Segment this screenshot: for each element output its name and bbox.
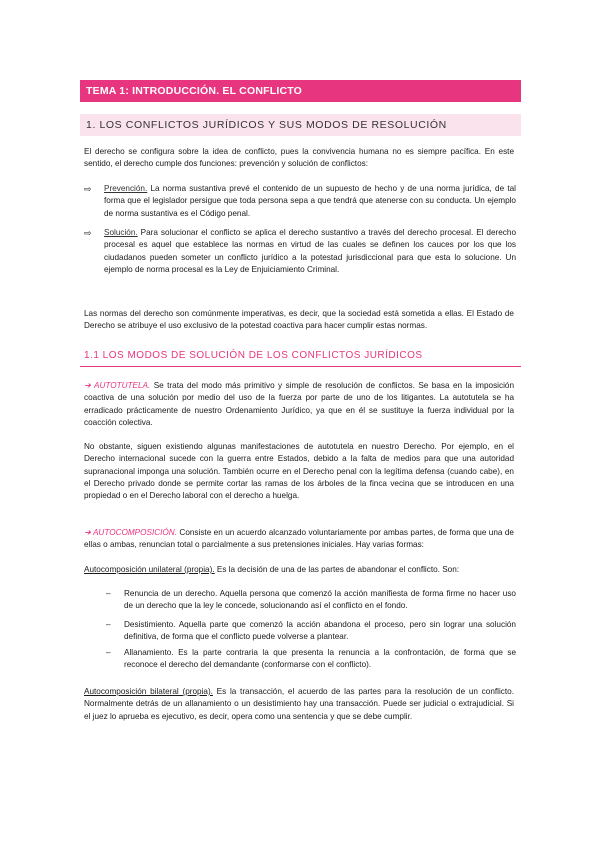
bullet-text: La norma sustantiva prevé el contenido de un supuesto de hecho y de una norma jurídica, de tal forma que el legislador persigue que toda persona sepa a que tendrá que atenerse con su conducta. Un ejemplo de norma sustantiva es el Código penal.	[104, 184, 516, 218]
bullet-prevencion	[84, 183, 516, 220]
bilateral-paragraph	[84, 686, 514, 723]
double-arrow-icon: ⇨	[84, 184, 92, 194]
unilateral-label: Autocomposición unilateral (propia).	[84, 565, 215, 574]
bullet-solucion	[84, 227, 516, 276]
bullet-text: Para solucionar el conflicto se aplica el derecho sustantivo a través del derecho procesal. El derecho procesal es aquel que establece las normas en virtud de las cuales se definen los cauces por los que los ciudadanos pueden someter un conflicto jurídico a la potestad jurisdiccional para que esta lo solucione. Un ejemplo de norma procesal es la Ley de Enjuiciamiento Criminal.	[104, 228, 516, 274]
autocomposicion-paragraph	[84, 527, 514, 552]
unilateral-paragraph	[84, 564, 514, 576]
section1-title: 1. LOS CONFLICTOS JURÍDICOS Y SUS MODOS DE RESOLUCIÓN	[80, 114, 521, 136]
bilateral-text: Es la transacción, el acuerdo de las partes para la resolución de un conflicto. Normalmente detrás de un allanamiento o un desistimiento hay una transacción. Puede ser judicial o extrajudicial. Si el juez lo aprueba es ejecutivo, es decir, opera como una sentencia y que se debe cumplir.	[84, 687, 514, 721]
dash-item-renuncia	[106, 588, 516, 613]
autotutela-text: Se trata del modo más primitivo y simple de resolución de conflictos. Se basa en la imposición coactiva de una solución por medio del uso de la fuerza por parte de uno de los litigantes. La autotutela se ha erradicado prácticamente de nuestro Ordenamiento Jurídico, ya que en él se sustituye la fuerza individual por la coacción colectiva.	[84, 381, 515, 427]
section2-title: 1.1 LOS MODOS DE SOLUCIÓN DE LOS CONFLICTOS JURÍDICOS	[80, 345, 521, 367]
dash-item-text: Desistimiento. Aquella parte que comenzó la acción abandona el proceso, pero sin lograr una solución definitiva, de forma que el conflicto puede volverse a plantear.	[124, 620, 516, 642]
dash-item-text: Allanamiento. Es la parte contraria la que presenta la renuncia a la confrontación, de forma que se reconoce el derecho del demandante (conformarse con el conflicto).	[124, 648, 516, 670]
bilateral-label: Autocomposición bilateral (propia).	[84, 687, 213, 696]
dash-item-allanamiento	[106, 647, 516, 672]
section1-closing: Las normas del derecho son comúnmente imperativas, es decir, que la sociedad está sometida a ellas. El Estado de Derecho se atribuye el uso exclusivo de la potestad coactiva para hacer cumplir estas normas.	[84, 309, 514, 331]
unilateral-text: Es la decisión de una de las partes de abandonar el conflicto. Son:	[214, 565, 460, 574]
dash-icon: –	[106, 648, 111, 657]
dash-icon: –	[106, 620, 111, 629]
section1-intro: El derecho se configura sobre la idea de conflicto, pues la convivencia humana no es siempre pacífica. En este sentido, el derecho cumple dos funciones: prevención y solución de conflictos:	[84, 147, 514, 169]
autotutela-paragraph	[84, 380, 514, 429]
autotutela-paragraph-2: No obstante, siguen existiendo algunas manifestaciones de autotutela en nuestro Derecho. Por ejemplo, en el Derecho internacional sucede con la guerra entre Estados, debido a la falta de medios para que una autoridad supranacional imponga una solución. También ocurre en el Derecho penal con la legítima defensa (cuando cabe), en el Derecho privado donde se permite cortar las ramas de los árboles de la finca vecina que se introducen en una propiedad o en el Derecho laboral con el derecho a huelga.	[84, 442, 514, 501]
dash-item-text: Renuncia de un derecho. Aquella persona que comenzó la acción manifiesta de forma firme no hacer uso de un derecho que la ley le concede, solucionando así el conflicto en el fondo.	[124, 589, 516, 611]
autocomposicion-text: Consiste en un acuerdo alcanzado voluntariamente por ambas partes, de forma que una de ellas o ambas, renuncian total o parcialmente a sus pretensiones iniciales. Hay varias formas:	[84, 528, 514, 550]
dash-item-desistimiento	[106, 619, 516, 644]
dash-icon: –	[106, 589, 111, 598]
bullet-term: Solución.	[104, 228, 138, 237]
autocomposicion-label: ➔ AUTOCOMPOSICIÓN.	[84, 528, 177, 537]
double-arrow-icon: ⇨	[84, 228, 92, 238]
tema-title: TEMA 1: INTRODUCCIÓN. EL CONFLICTO	[80, 80, 521, 102]
bullet-term: Prevención.	[104, 184, 148, 193]
autotutela-label: ➔ AUTOTUTELA.	[84, 381, 151, 390]
